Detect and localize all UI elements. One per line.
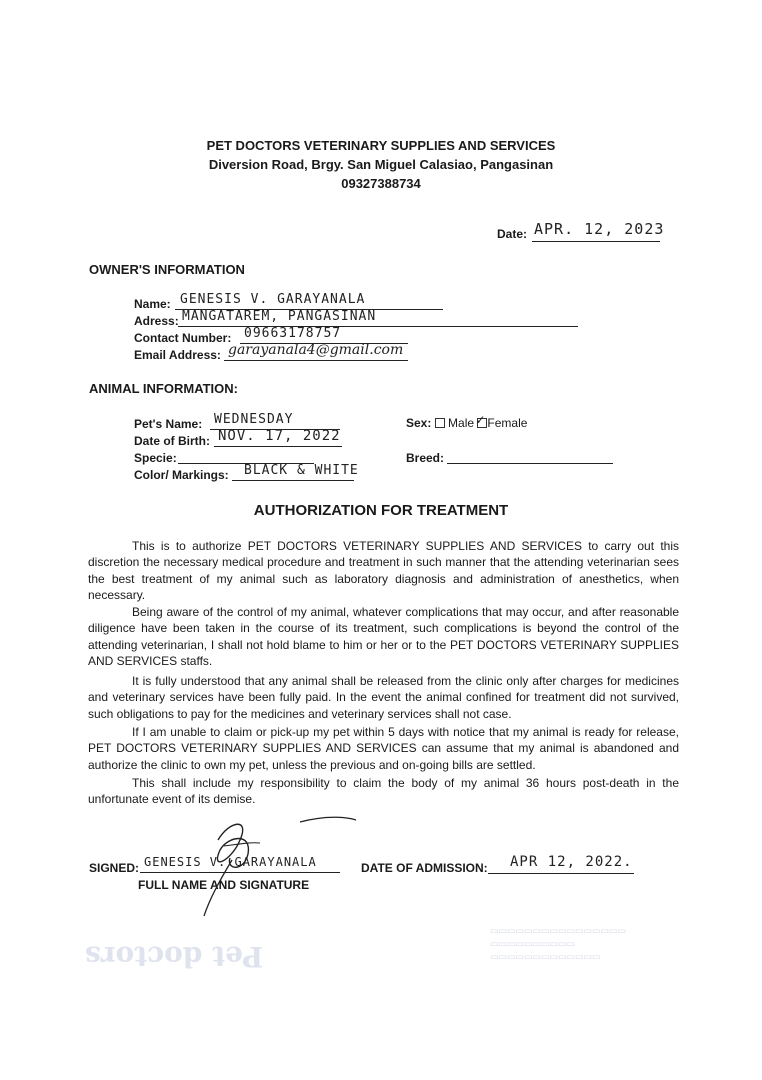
color-value: BLACK & WHITE: [244, 463, 359, 478]
specie-label: Specie:: [134, 451, 177, 465]
date-underline: [532, 241, 660, 242]
authorization-p1-text: This is to authorize PET DOCTORS VETERINARY SUPPLIES AND SERVICES to carry out this discretion the necessary medical procedure and treatment in such manner that the attending veterinarian sees the best treatment of my animal such as laboratory diagnosis and administration of anesthetics, when necessary.: [88, 539, 679, 602]
male-checkbox[interactable]: [435, 418, 445, 428]
company-phone: 09327388734: [341, 176, 421, 191]
authorization-paragraph-2: [88, 604, 679, 669]
date-label: Date:: [497, 227, 528, 241]
signature-scribble: [180, 810, 370, 920]
company-name: PET DOCTORS VETERINARY SUPPLIES AND SERVICES: [206, 138, 556, 153]
owner-name-label: Name:: [134, 297, 171, 311]
color-underline: [232, 480, 354, 481]
breed-label: Breed:: [406, 451, 445, 465]
authorization-title: AUTHORIZATION FOR TREATMENT: [253, 502, 509, 519]
dob-label: Date of Birth:: [134, 434, 210, 448]
owner-email-label: Email Address:: [134, 348, 221, 362]
owner-contact-label: Contact Number:: [134, 331, 232, 345]
female-option: [475, 413, 528, 430]
authorization-paragraph-4: [88, 724, 679, 773]
authorization-p4-text: If I am unable to claim or pick-up my pet within 5 days with notice that my animal is ready for release, PET DOCTORS VETERINARY SUPPLIES AND SERVICES can assume that my animal is abandoned and authorize the clinic to own my pet, unless the previous and on-going bills are settled.: [88, 725, 679, 772]
company-address: Diversion Road, Brgy. San Miguel Calasiao, Pangasinan: [208, 157, 554, 172]
pet-name-value: WEDNESDAY: [214, 412, 294, 427]
female-label: Female: [487, 416, 528, 430]
sex-field: [406, 413, 528, 430]
owner-contact-value: 09663178757: [244, 326, 342, 341]
admission-underline: [488, 873, 634, 874]
pet-name-label: Pet's Name:: [134, 417, 203, 431]
authorization-p2-text: Being aware of the control of my animal, whatever complications that may occur, and after reasonable diligence have been taken in the course of its treatment, such complications is beyond the control of the attending veterinarian, I shall not hold blame to him or her or to the PET DOCTORS VETERINARY SUPPLIES AND SERVICES staffs.: [88, 605, 679, 668]
sex-label: Sex:: [406, 416, 432, 430]
male-label: Male: [448, 416, 475, 430]
owner-address-value: MANGATAREM, PANGASINAN: [182, 309, 377, 324]
authorization-p3-text: It is fully understood that any animal shall be released from the clinic only after charges for medicines and veterinary services have been fully paid. In the event the animal confined for treatment did not survived, such obligations to pay for the medicines and veterinary services shall not case.: [88, 674, 679, 721]
breed-underline: [447, 463, 613, 464]
owner-address-underline: [178, 326, 578, 327]
owner-section-title: OWNER'S INFORMATION: [89, 262, 245, 277]
authorization-paragraph-3: [88, 673, 679, 722]
dob-underline: [214, 446, 342, 447]
animal-section-title: ANIMAL INFORMATION:: [89, 381, 238, 396]
authorization-p5-text: This shall include my responsibility to claim the body of my animal 36 hours post-death in the unfortunate event of its demise.: [88, 776, 679, 807]
signature-caption: FULL NAME AND SIGNATURE: [138, 878, 310, 892]
owner-email-value: garayanala4@gmail.com: [228, 342, 404, 358]
signed-name-value: GENESIS V. GARAYANALA: [144, 855, 317, 869]
female-check-mark: ✓: [475, 413, 486, 427]
owner-name-value: GENESIS V. GARAYANALA: [180, 292, 366, 307]
owner-email-underline: [224, 360, 408, 361]
date-value: APR. 12, 2023: [534, 220, 665, 238]
admission-value: APR 12, 2022.: [510, 854, 633, 870]
dob-value: NOV. 17, 2022: [218, 428, 341, 444]
signed-label: SIGNED:: [89, 861, 140, 875]
text-bleedthrough: ▭▭▭▭▭▭▭▭▭▭▭▭▭ ▭▭▭▭▭▭▭▭▭▭ ▭▭▭▭▭▭▭▭▭▭▭▭▭▭▭▭: [490, 927, 627, 963]
authorization-paragraph-5: [88, 775, 679, 808]
admission-label: DATE OF ADMISSION:: [361, 861, 488, 875]
color-label: Color/ Markings:: [134, 468, 229, 482]
stamp-bleedthrough: Pet doctors: [85, 940, 264, 973]
owner-address-label: Adress:: [134, 314, 179, 328]
authorization-paragraph-1: [88, 538, 679, 603]
